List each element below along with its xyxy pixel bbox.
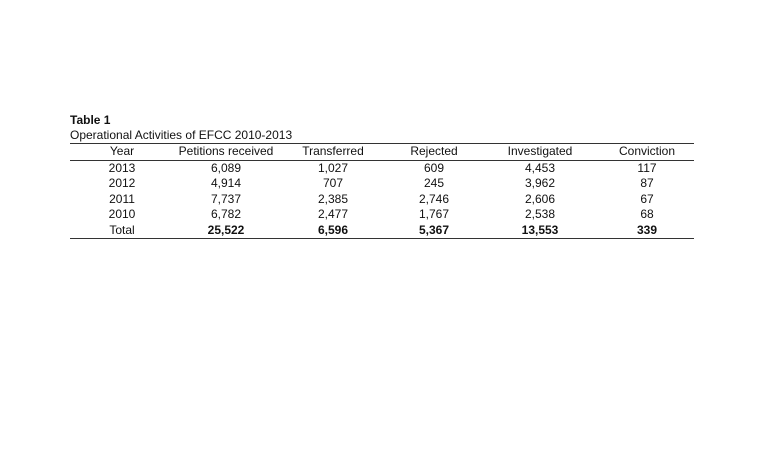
cell-petitions-received: 6,089 [210,160,242,175]
cell-rejected: 1,767 [418,207,450,221]
cell-investigated: 2,606 [524,191,556,206]
cell-petitions-received: 4,914 [210,176,242,190]
header-conviction: Conviction [618,144,676,158]
table-row [70,176,694,192]
cell-conviction: 117 [637,160,657,175]
table-block [70,113,694,239]
cell-year: 2012 [108,176,136,190]
cell-rejected: 609 [423,160,445,175]
total-petitions-received: 25,522 [207,222,245,237]
cell-transferred: 1,027 [317,160,349,175]
cell-petitions-received: 7,737 [210,191,242,206]
total-investigated: 13,553 [521,222,559,237]
table-row [70,192,694,208]
cell-conviction: 68 [640,207,654,221]
header-year: Year [109,144,135,158]
table-label: Table 1 [70,113,111,127]
header-row [70,144,694,161]
cell-year: 2013 [108,160,136,175]
cell-year: 2011 [109,191,135,206]
cell-year: 2010 [108,207,136,221]
data-table [70,143,694,239]
cell-investigated: 3,962 [524,176,556,190]
total-transferred: 6,596 [317,222,349,237]
cell-transferred: 707 [322,176,344,190]
cell-rejected: 245 [423,176,445,190]
cell-transferred: 2,477 [317,207,349,221]
total-label: Total [109,222,135,237]
header-rejected: Rejected [410,144,458,158]
table-caption: Operational Activities of EFCC 2010-2013 [70,128,293,142]
header-petitions-received: Petitions received [178,144,274,158]
cell-petitions-received: 6,782 [210,207,242,221]
total-row [70,223,694,239]
cell-rejected: 2,746 [418,191,450,206]
total-rejected: 5,367 [418,222,450,237]
total-conviction: 339 [636,222,658,237]
cell-conviction: 87 [640,176,654,190]
table-row [70,160,694,176]
header-transferred: Transferred [302,144,364,158]
cell-transferred: 2,385 [317,191,349,206]
header-investigated: Investigated [507,144,573,158]
cell-investigated: 2,538 [524,207,556,221]
table-row [70,207,694,223]
cell-conviction: 67 [640,191,654,206]
cell-investigated: 4,453 [524,160,556,175]
